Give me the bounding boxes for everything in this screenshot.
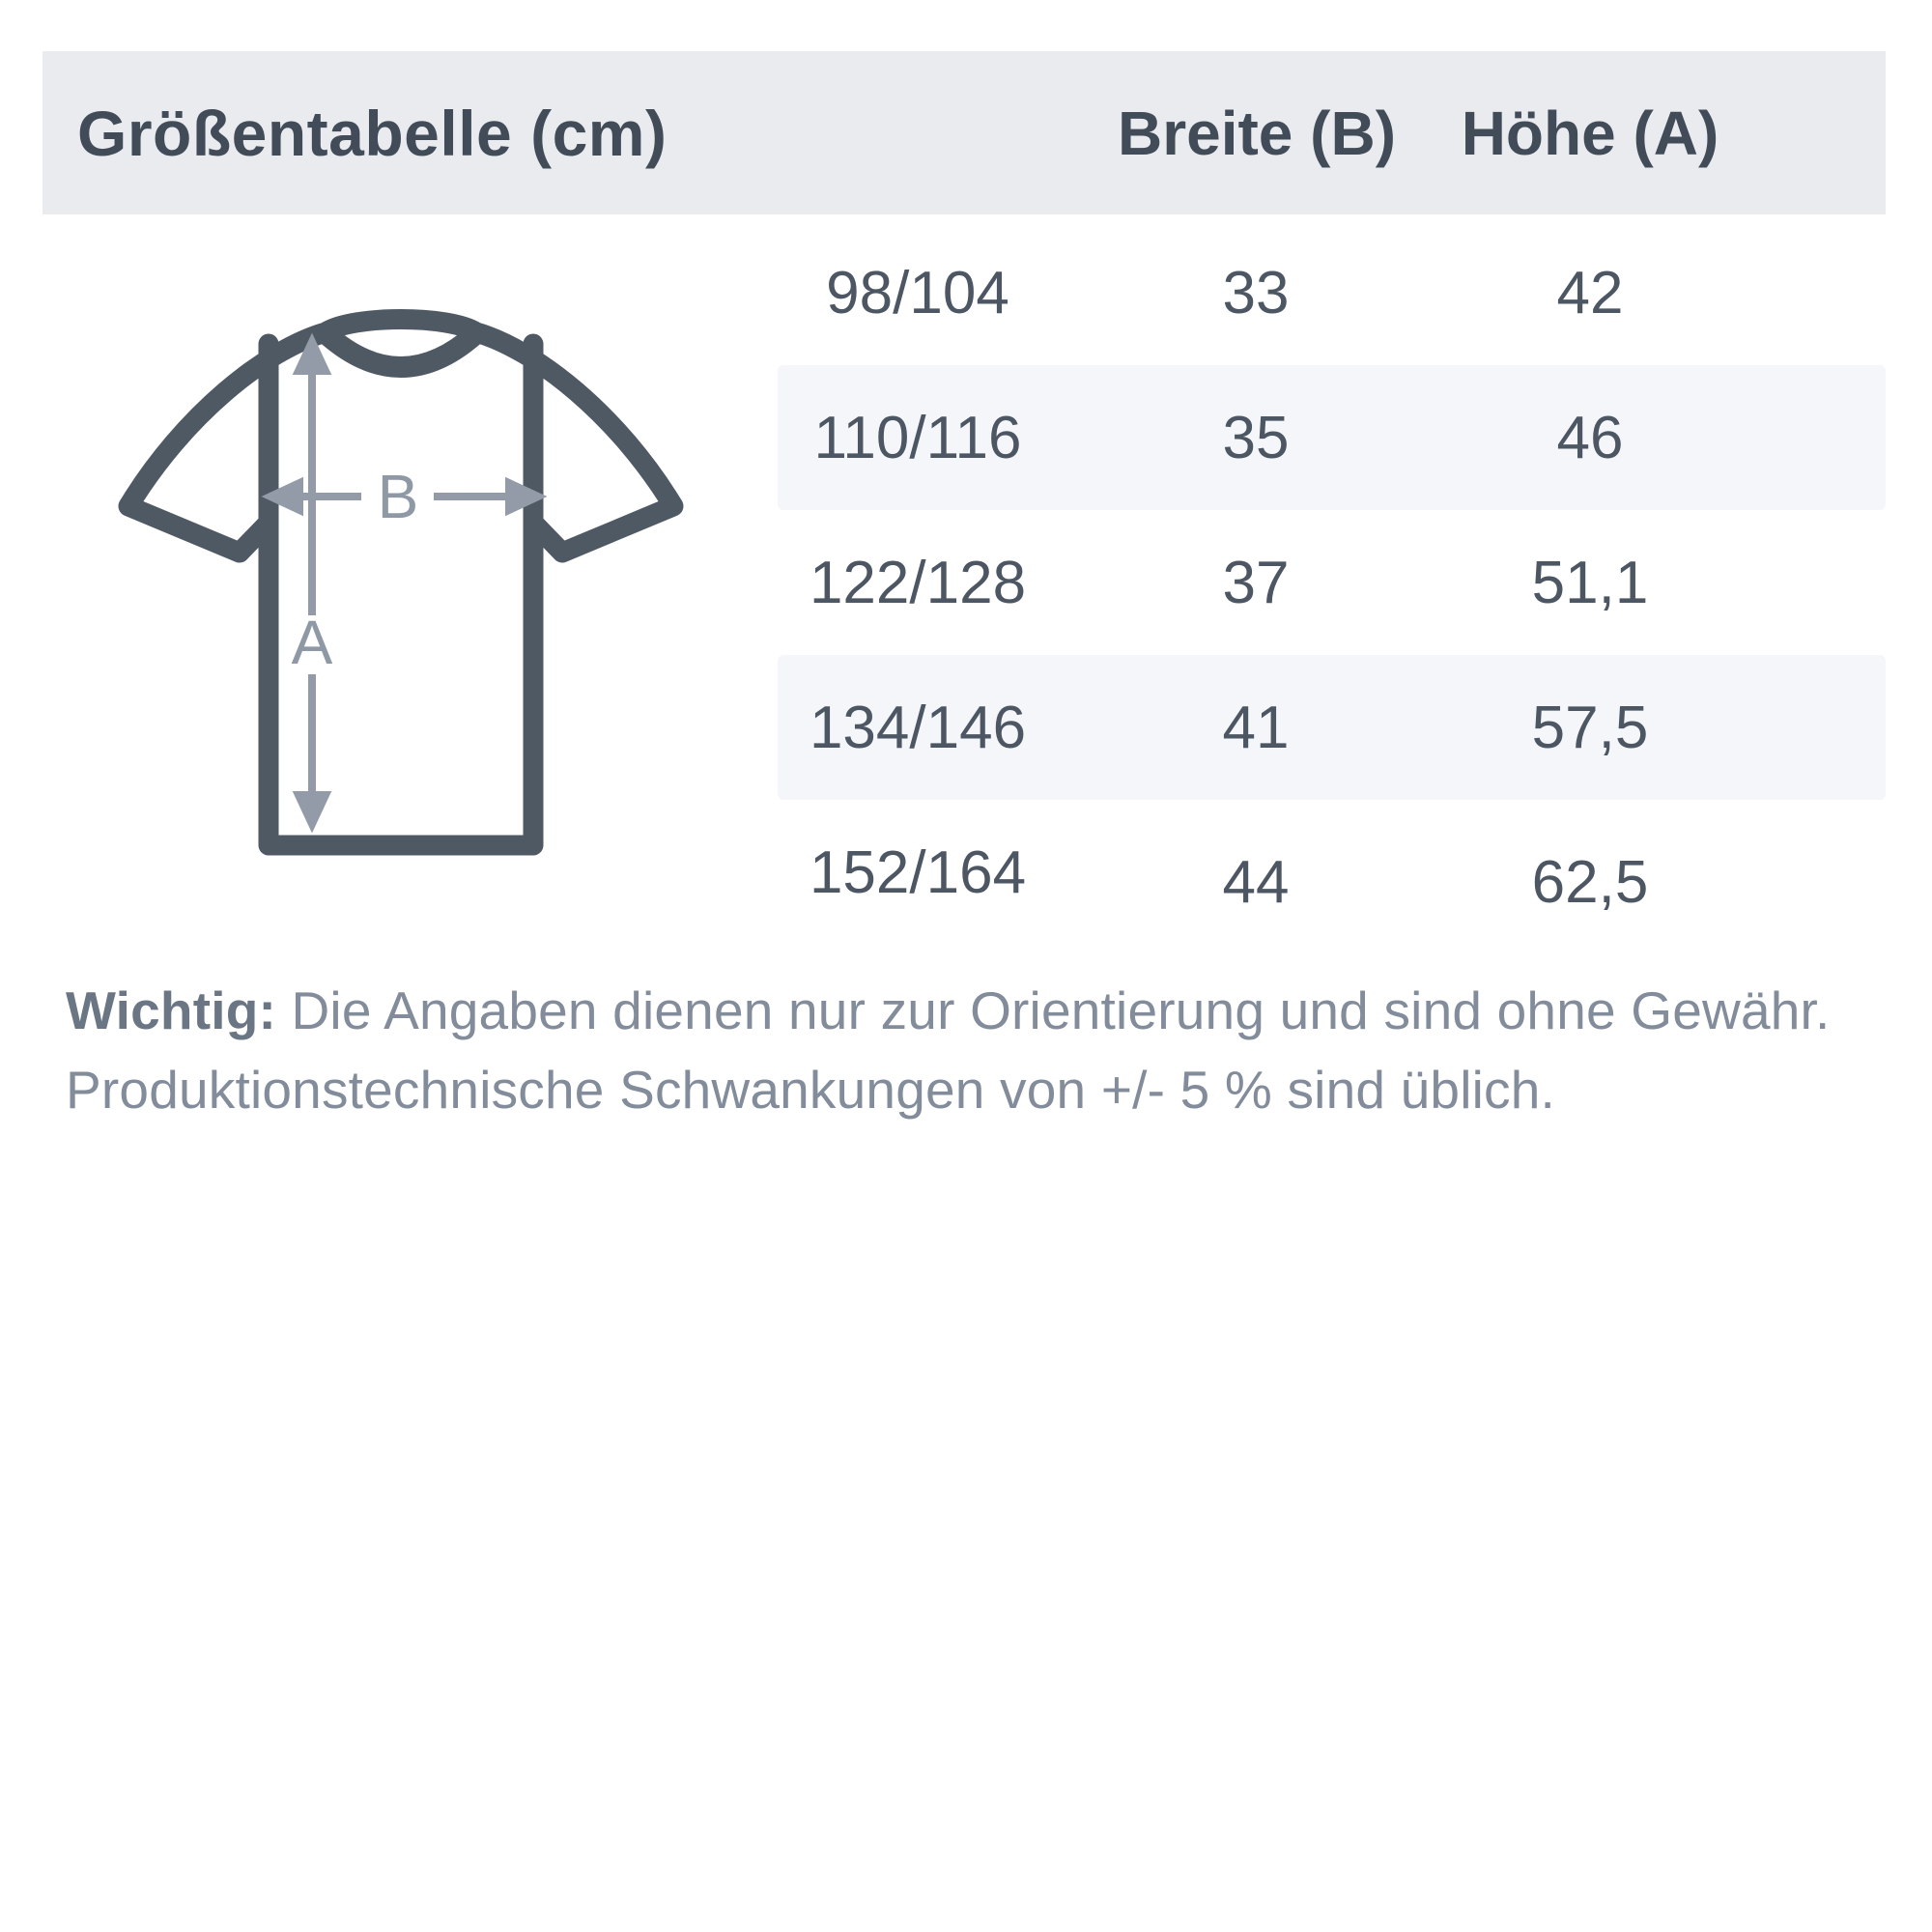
table-row (778, 800, 1886, 945)
tshirt-outline (128, 320, 673, 846)
page-title: Größentabelle (cm) (77, 97, 668, 169)
note-line-1-text: Die Angaben dienen nur zur Orientierung und sind ohne Gewähr. (276, 980, 1831, 1040)
width-cell: 33 (1222, 259, 1290, 327)
size-cell: 110/116 (813, 404, 1022, 471)
note-line-1 (66, 980, 1831, 1041)
tshirt-svg (97, 290, 696, 869)
height-cell: 62,5 (1531, 848, 1649, 916)
column-header-height: Höhe (A) (1461, 98, 1719, 168)
tshirt-measurement-diagram (97, 290, 696, 869)
size-cell: 98/104 (826, 259, 1009, 327)
height-dimension-label: A (291, 608, 333, 677)
width-cell: 41 (1222, 694, 1290, 761)
note-label: Wichtig: (66, 980, 277, 1040)
width-cell: 44 (1222, 848, 1290, 916)
height-cell: 57,5 (1531, 694, 1649, 761)
size-cell: 152/164 (809, 838, 1027, 906)
table-row (778, 655, 1886, 800)
table-row (778, 220, 1886, 365)
size-cell: 134/146 (809, 694, 1027, 761)
height-cell: 51,1 (1531, 549, 1649, 616)
column-header-width: Breite (B) (1117, 98, 1397, 168)
table-header-band (43, 51, 1886, 214)
table-row (778, 510, 1886, 655)
width-cell: 37 (1222, 549, 1290, 616)
width-dimension-label: B (377, 462, 419, 531)
size-cell: 122/128 (809, 549, 1027, 616)
height-cell: 46 (1556, 404, 1624, 471)
width-cell: 35 (1222, 404, 1290, 471)
table-row (778, 365, 1886, 510)
note-line-2: Produktionstechnische Schwankungen von +/- 5 % sind üblich. (66, 1060, 1556, 1120)
height-cell: 42 (1556, 259, 1624, 327)
